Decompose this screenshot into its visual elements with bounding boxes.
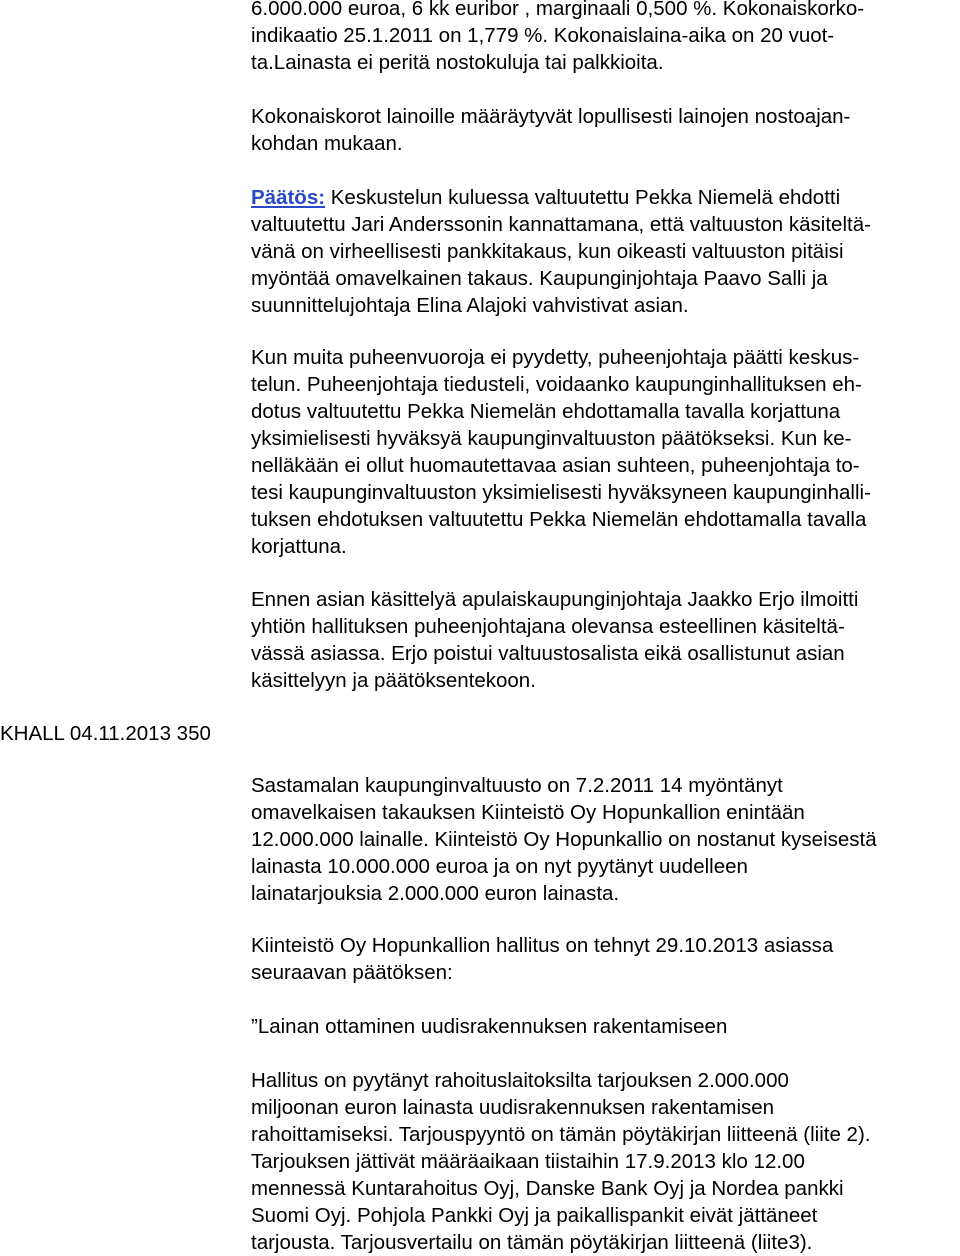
text-line: omavelkaisen takauksen Kiinteistö Oy Hopunkallion enintään (251, 801, 805, 824)
text-line: Ennen asian käsittelyä apulaiskaupunginjohtaja Jaakko Erjo ilmoitti (251, 588, 859, 611)
text-line: tarjousta. Tarjousvertailu on tämän pöytäkirjan liitteenä (liite3). (251, 1231, 813, 1254)
text-line: tesi kaupunginvaltuuston yksimielisesti hyväksyneen kaupunginhalli- (251, 481, 871, 504)
text-line: 6.000.000 euroa, 6 kk euribor , marginaali 0,500 %. Kokonaiskorko- (251, 0, 865, 20)
text-line: vässä asiassa. Erjo poistui valtuustosalista eikä osallistunut asian (251, 642, 845, 665)
decision-paragraph (251, 184, 960, 319)
text-line: valtuutettu Jari Anderssonin kannattamana, että valtuuston käsiteltä- (251, 213, 871, 236)
text-line: nelläkään ei ollut huomautettavaa asian suhteen, puheenjohtaja to- (251, 454, 860, 477)
interest-paragraph (251, 103, 960, 157)
text-line: seuraavan päätöksen: (251, 961, 453, 984)
text-line: kohdan mukaan. (251, 132, 403, 155)
text-line: yhtiön hallituksen puheenjohtajana olevansa esteellinen käsiteltä- (251, 615, 845, 638)
text-line: korjattuna. (251, 535, 347, 558)
text-line (251, 184, 960, 211)
text-line: suunnittelujohtaja Elina Alajoki vahvistivat asian. (251, 294, 689, 317)
text-line: indikaatio 25.1.2011 on 1,779 %. Kokonaislaina-aika on 20 vuot- (251, 24, 835, 47)
text-line: Kun muita puheenvuoroja ei pyydetty, puheenjohtaja päätti keskus- (251, 346, 860, 369)
guarantee-paragraph (251, 772, 960, 907)
text-line: ”Lainan ottaminen uudisrakennuksen rakentamiseen (251, 1015, 728, 1038)
tender-paragraph (251, 1067, 960, 1256)
recusal-paragraph (251, 586, 960, 694)
side-note: KHALL 04.11.2013 350 (0, 722, 211, 745)
text-line: telun. Puheenjohtaja tiedusteli, voidaanko kaupunginhallituksen eh- (251, 373, 862, 396)
text-line: ta.Lainasta ei peritä nostokuluja tai palkkioita. (251, 51, 664, 74)
text-line: 12.000.000 lainalle. Kiinteistö Oy Hopunkallio on nostanut kyseisestä (251, 828, 877, 851)
text-line: yksimielisesti hyväksyä kaupunginvaltuuston päätökseksi. Kun ke- (251, 427, 852, 450)
text-line: mennessä Kuntarahoitus Oyj, Danske Bank Oyj ja Nordea pankki (251, 1177, 844, 1200)
decision-label: Päätös: (251, 186, 326, 209)
text-line: myöntää omavelkainen takaus. Kaupunginjohtaja Paavo Salli ja (251, 267, 828, 290)
text-line: Tarjouksen jättivät määräaikaan tiistaihin 17.9.2013 klo 12.00 (251, 1150, 805, 1173)
quote-heading (251, 1013, 960, 1040)
text-line: käsittelyyn ja päätöksentekoon. (251, 669, 536, 692)
text-line: tuksen ehdotuksen valtuutettu Pekka Niemelän ehdottamalla tavalla (251, 508, 867, 531)
discussion-paragraph (251, 344, 960, 560)
text-line: miljoonan euron lainasta uudisrakennuksen rakentamisen (251, 1096, 775, 1119)
text-line: vänä on virheellisesti pankkitakaus, kun oikeasti valtuuston pitäisi (251, 240, 844, 263)
decision-first-line: Keskustelun kuluessa valtuutettu Pekka Niemelä ehdotti (325, 186, 841, 209)
text-line: Hallitus on pyytänyt rahoituslaitoksilta tarjouksen 2.000.000 (251, 1069, 789, 1092)
board-decision-paragraph (251, 932, 960, 986)
text-line: Suomi Oyj. Pohjola Pankki Oyj ja paikallispankit eivät jättäneet (251, 1204, 818, 1227)
text-line: lainatarjouksia 2.000.000 euron lainasta. (251, 882, 620, 905)
text-line: dotus valtuutettu Pekka Niemelän ehdottamalla tavalla korjattuna (251, 400, 841, 423)
text-line: Kokonaiskorot lainoille määräytyvät lopullisesti lainojen nostoajan- (251, 105, 851, 128)
loan-terms-paragraph (251, 0, 960, 76)
text-line: rahoittamiseksi. Tarjouspyyntö on tämän pöytäkirjan liitteenä (liite 2). (251, 1123, 871, 1146)
text-line: Kiinteistö Oy Hopunkallion hallitus on tehnyt 29.10.2013 asiassa (251, 934, 834, 957)
text-line: Sastamalan kaupunginvaltuusto on 7.2.2011 14 myöntänyt (251, 774, 783, 797)
text-line: lainasta 10.000.000 euroa ja on nyt pyytänyt uudelleen (251, 855, 748, 878)
